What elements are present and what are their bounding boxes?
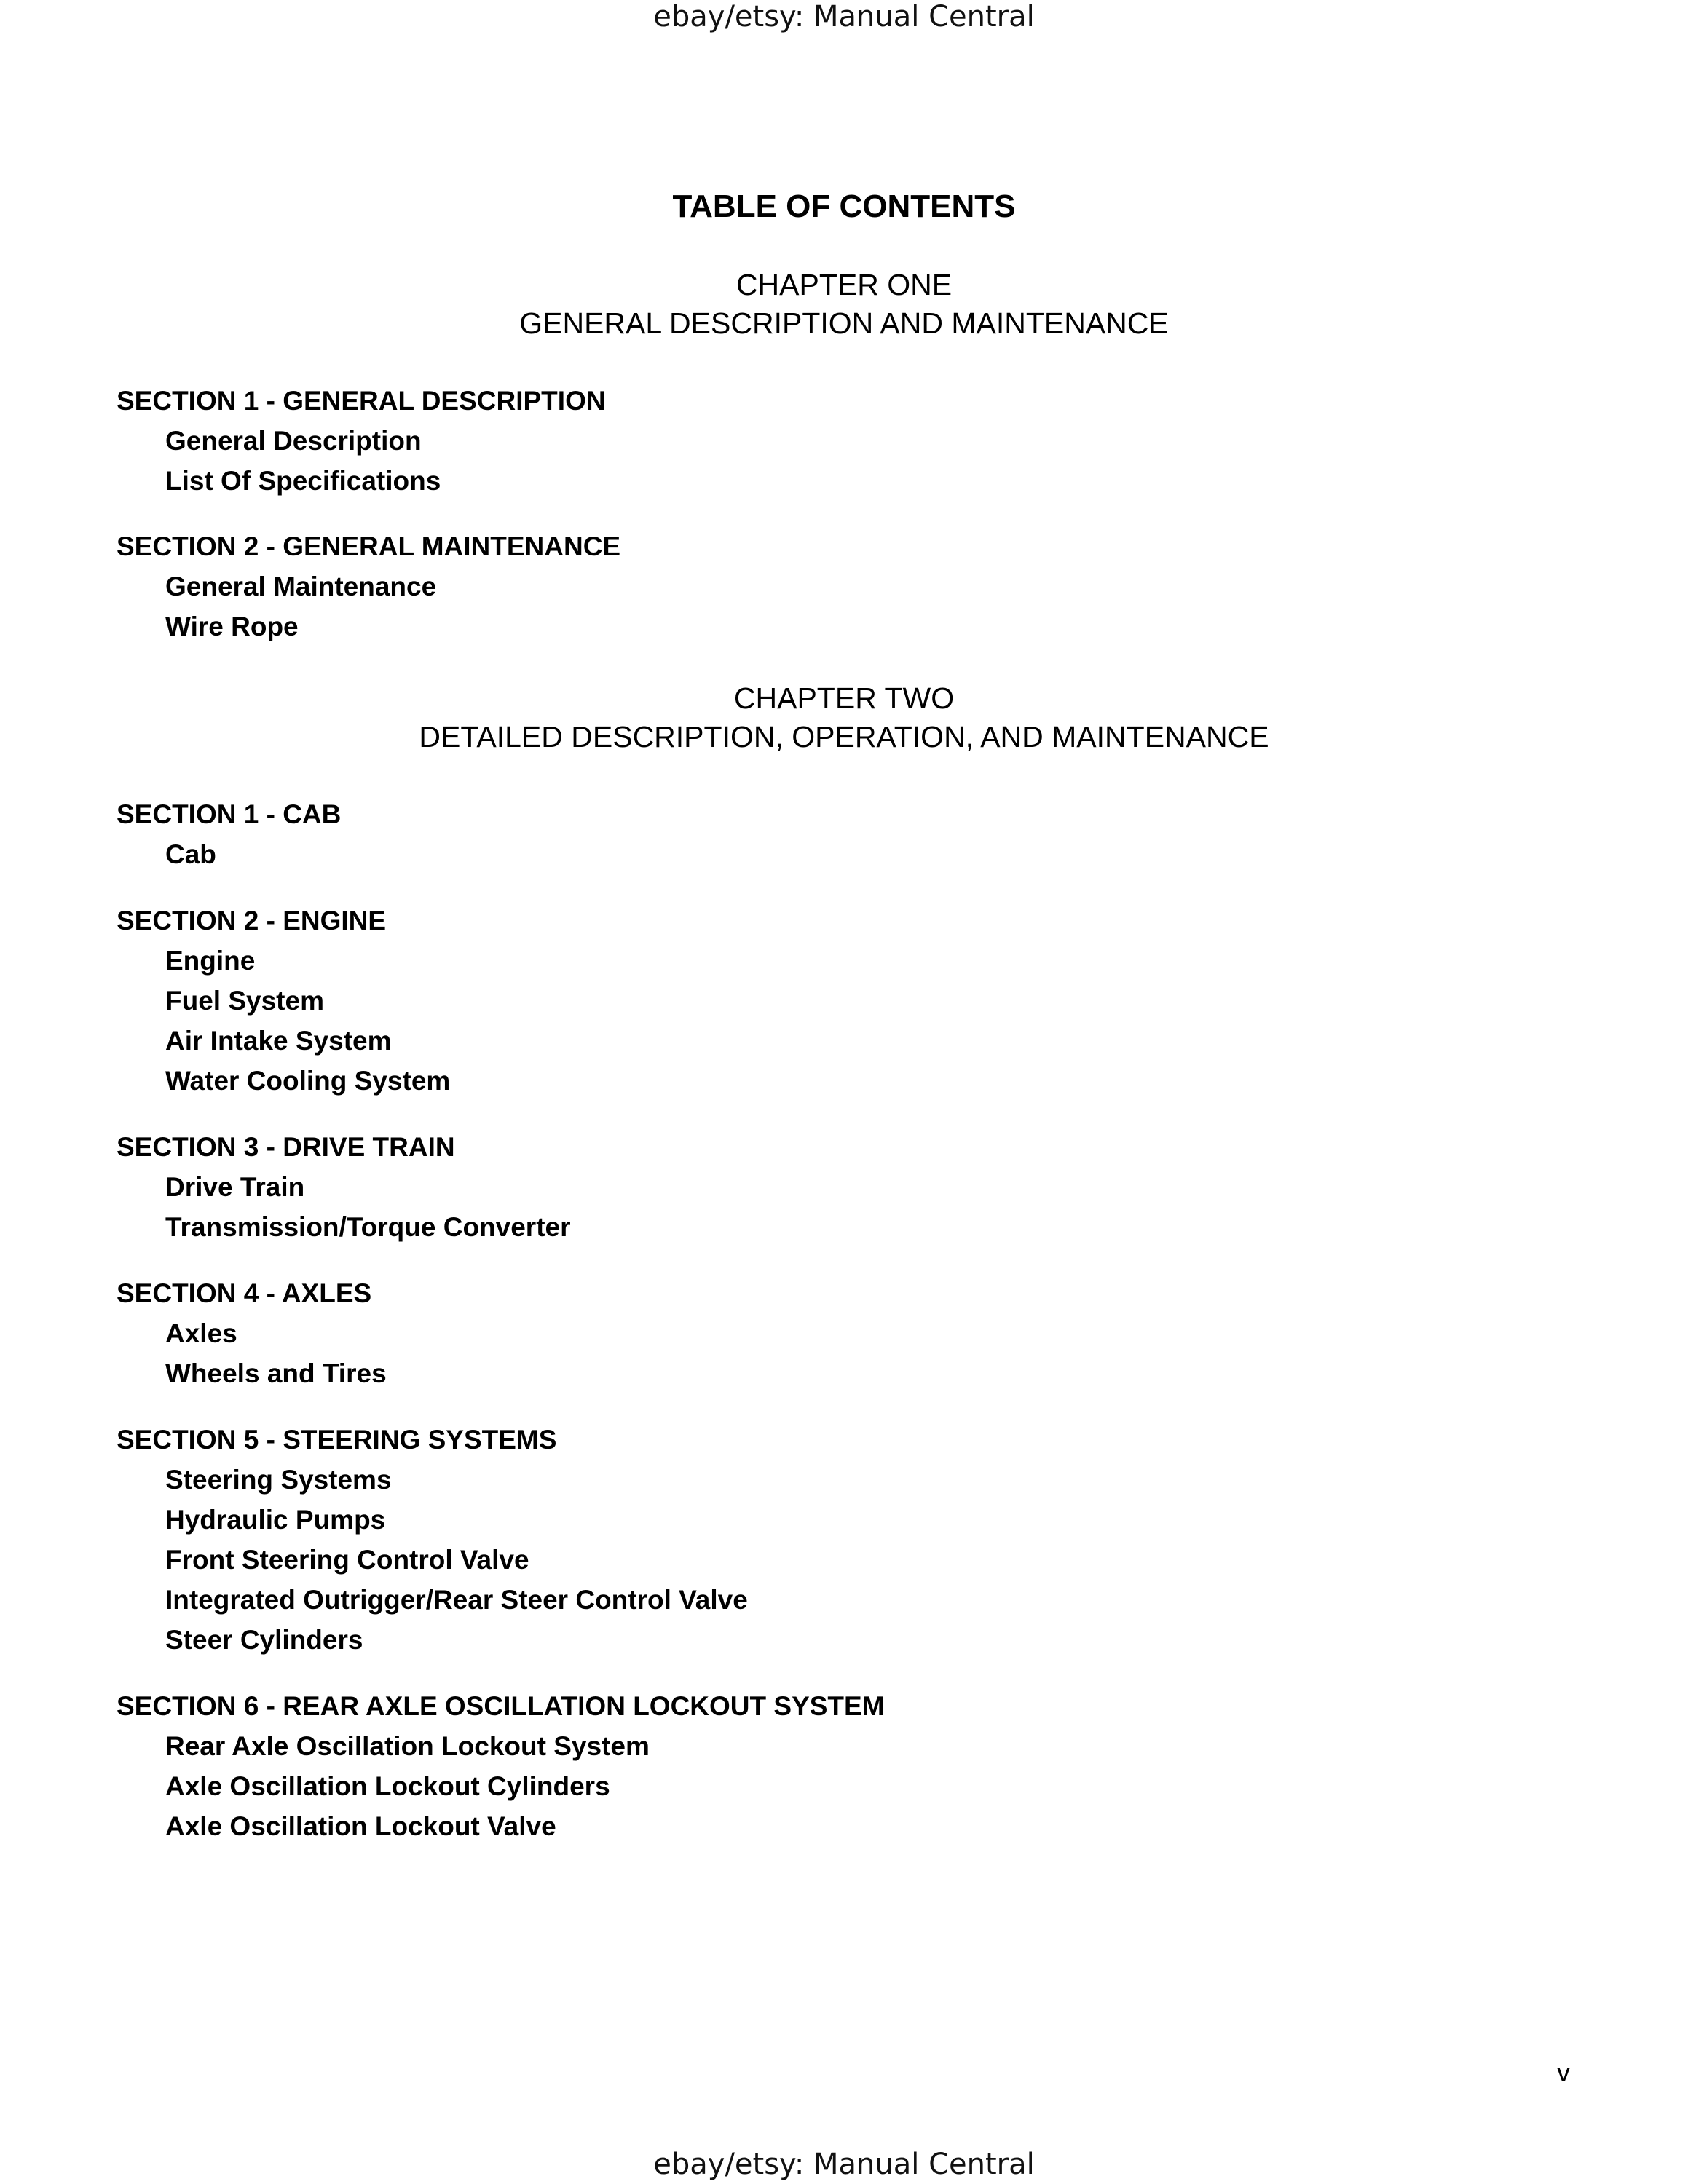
toc-entry[interactable]: Engine: [165, 946, 256, 976]
toc-entry[interactable]: Front Steering Control Valve: [165, 1545, 529, 1575]
toc-entry[interactable]: Axles: [165, 1318, 237, 1348]
chapter-subtitle: DETAILED DESCRIPTION, OPERATION, AND MAINTENANCE: [419, 720, 1269, 753]
watermark-bottom: ebay/etsy: Manual Central: [653, 2148, 1035, 2181]
toc-entry[interactable]: Steer Cylinders: [165, 1625, 363, 1655]
page-title: TABLE OF CONTENTS: [672, 189, 1016, 224]
section-heading[interactable]: SECTION 2 - GENERAL MAINTENANCE: [117, 531, 621, 561]
section-heading[interactable]: SECTION 4 - AXLES: [117, 1278, 372, 1308]
toc-section: [117, 1273, 387, 1393]
page-number: v: [1557, 2057, 1570, 2087]
toc-section: [117, 1420, 748, 1660]
toc-section: [117, 901, 450, 1101]
chapter-subtitle: GENERAL DESCRIPTION AND MAINTENANCE: [519, 306, 1169, 340]
section-heading[interactable]: SECTION 2 - ENGINE: [117, 906, 387, 935]
section-heading[interactable]: SECTION 5 - STEERING SYSTEMS: [117, 1425, 557, 1455]
toc-section: [117, 526, 620, 646]
toc-entry[interactable]: Steering Systems: [165, 1465, 392, 1495]
section-heading[interactable]: SECTION 1 - CAB: [117, 799, 342, 829]
toc-entry[interactable]: Transmission/Torque Converter: [165, 1212, 571, 1242]
chapter-one-heading: [0, 266, 1688, 343]
toc-entry[interactable]: Drive Train: [165, 1172, 305, 1202]
chapter-two-heading: [0, 679, 1688, 756]
toc-entry[interactable]: Axle Oscillation Lockout Cylinders: [165, 1771, 610, 1801]
toc-entry[interactable]: Air Intake System: [165, 1026, 392, 1056]
toc-entry[interactable]: Axle Oscillation Lockout Valve: [165, 1811, 556, 1841]
toc-section: [117, 381, 606, 501]
toc-section: [117, 1686, 885, 1846]
toc-entry[interactable]: Hydraulic Pumps: [165, 1505, 386, 1535]
toc-entry[interactable]: Rear Axle Oscillation Lockout System: [165, 1731, 650, 1761]
toc-entry[interactable]: General Maintenance: [165, 571, 437, 601]
toc-entry[interactable]: Water Cooling System: [165, 1066, 451, 1096]
toc-section: [117, 794, 341, 874]
toc-section: [117, 1127, 571, 1247]
toc-entry[interactable]: General Description: [165, 426, 422, 456]
toc-entry[interactable]: Wheels and Tires: [165, 1358, 387, 1388]
section-heading[interactable]: SECTION 1 - GENERAL DESCRIPTION: [117, 386, 606, 416]
toc-entry[interactable]: List Of Specifications: [165, 466, 441, 496]
chapter-label: CHAPTER TWO: [733, 681, 955, 715]
toc-entry[interactable]: Wire Rope: [165, 612, 299, 641]
toc-entry[interactable]: Cab: [165, 839, 216, 869]
section-heading[interactable]: SECTION 6 - REAR AXLE OSCILLATION LOCKOUT SYSTEM: [117, 1691, 885, 1721]
section-heading[interactable]: SECTION 3 - DRIVE TRAIN: [117, 1132, 455, 1162]
watermark-top: ebay/etsy: Manual Central: [653, 0, 1035, 33]
toc-entry[interactable]: Integrated Outrigger/Rear Steer Control Valve: [165, 1585, 748, 1615]
toc-entry[interactable]: Fuel System: [165, 986, 324, 1016]
chapter-label: CHAPTER ONE: [735, 268, 953, 301]
